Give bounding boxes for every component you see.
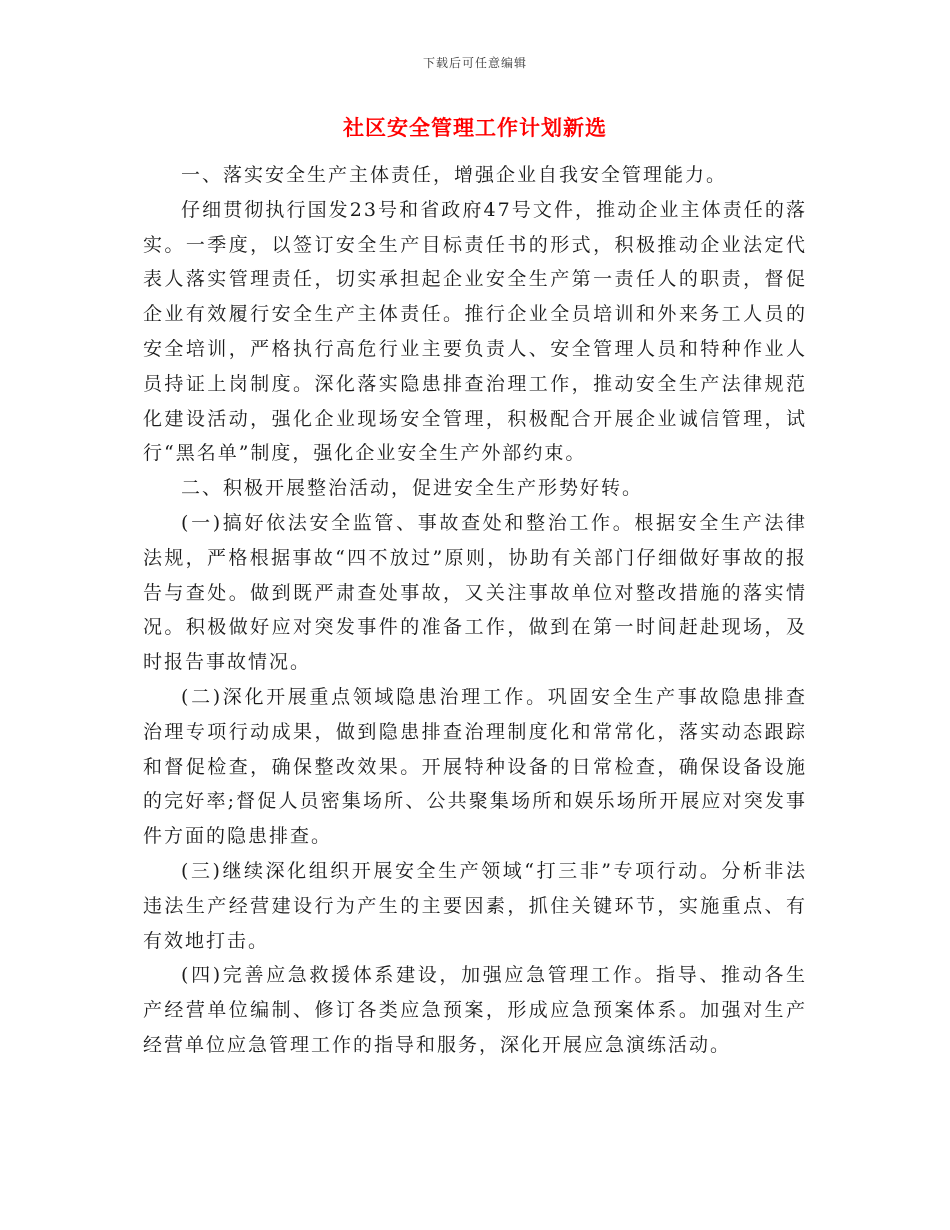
paragraph-item-3: (三)继续深化组织开展安全生产领域“打三非”专项行动。分析非法违法生产经营建设行为产生的主要因素，抓住关键环节，实施重点、有有效地打击。 — [143, 859, 807, 952]
paragraph-section-2-heading: 二、积极开展整治活动，促进安全生产形势好转。 — [181, 477, 644, 500]
paragraph-item-2: (二)深化开展重点领域隐患治理工作。巩固安全生产事故隐患排查治理专项行动成果，做到隐患排查治理制度化和常常化，落实动态跟踪和督促检查，确保整改效果。开展特种设备的日常检查，确保设备设施的完好率;督促人员密集场所、公共聚集场所和娱乐场所开展应对突发事件方面的隐患排查。 — [143, 685, 807, 848]
paragraph-item-1: (一)搞好依法安全监管、事故查处和整治工作。根据安全生产法律法规，严格根据事故“四不放过”原则，协助有关部门仔细做好事故的报告与查处。做到既严肃查处事故，又关注事故单位对整改措施的落实情况。积极做好应对突发事件的准备工作，做到在第一时间赶赴现场，及时报告事故情况。 — [143, 511, 807, 674]
document-body — [143, 158, 807, 1063]
paragraph-item-4: (四)完善应急救援体系建设，加强应急管理工作。指导、推动各生产经营单位编制、修订各类应急预案，形成应急预案体系。加强对生产经营单位应急管理工作的指导和服务，深化开展应急演练活动。 — [143, 964, 807, 1056]
paragraph-section-1-heading: 一、落实安全生产主体责任，增强企业自我安全管理能力。 — [181, 164, 728, 186]
paragraph-section-1-body: 仔细贯彻执行国发23号和省政府47号文件，推动企业主体责任的落实。一季度，以签订安全生产目标责任书的形式，积极推动企业法定代表人落实管理责任，切实承担起企业安全生产第一责任人的职责，督促企业有效履行安全生产主体责任。推行企业全员培训和外来务工人员的安全培训，严格执行高危行业主要负责人、安全管理人员和特种作业人员持证上岗制度。深化落实隐患排查治理工作，推动安全生产法律规范化建设活动，强化企业现场安全管理，积极配合开展企业诚信管理，试行“黑名单”制度，强化企业安全生产外部约束。 — [143, 198, 807, 465]
document-title: 社区安全管理工作计划新选 — [343, 115, 607, 140]
header-note: 下载后可任意编辑 — [422, 56, 527, 70]
